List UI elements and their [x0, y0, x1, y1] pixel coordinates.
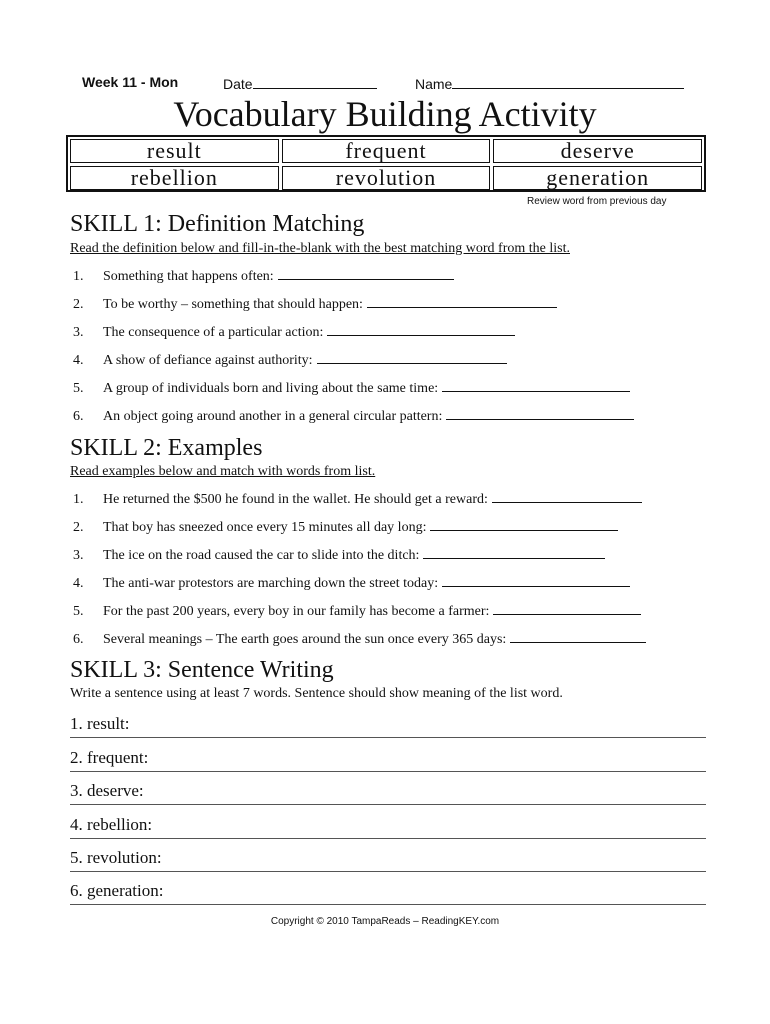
- answer-blank[interactable]: [442, 573, 630, 587]
- sentence-label: 6. generation:: [70, 881, 164, 900]
- date-blank[interactable]: [253, 74, 377, 89]
- page-title: Vocabulary Building Activity: [173, 94, 597, 134]
- sentence-line[interactable]: [70, 713, 706, 738]
- word-cell: frequent: [282, 139, 491, 163]
- skill2-title: SKILL 2: Examples: [70, 435, 263, 461]
- sentence-label: 1. result:: [70, 714, 130, 733]
- item-text: The ice on the road caused the car to slide into the ditch:: [103, 548, 420, 563]
- word-cell: result: [70, 139, 279, 163]
- sentence-label: 3. deserve:: [70, 781, 144, 800]
- skill3-title: SKILL 3: Sentence Writing: [70, 657, 334, 683]
- answer-blank[interactable]: [327, 322, 515, 336]
- answer-blank[interactable]: [493, 601, 641, 615]
- item-text: He returned the $500 he found in the wallet. He should get a reward:: [103, 492, 488, 507]
- answer-blank[interactable]: [317, 350, 507, 364]
- list-item: [73, 629, 646, 649]
- answer-blank[interactable]: [423, 545, 605, 559]
- name-label: Name: [415, 76, 453, 92]
- item-text: That boy has sneezed once every 15 minutes all day long:: [103, 520, 427, 535]
- item-text: Something that happens often:: [103, 269, 274, 284]
- sentence-line[interactable]: [70, 814, 706, 839]
- item-number: 4.: [73, 576, 84, 591]
- skill3-instructions: Write a sentence using at least 7 words. Sentence should show meaning of the list word.: [70, 686, 563, 701]
- sentence-label: 2. frequent:: [70, 748, 149, 767]
- word-cell: generation: [493, 166, 702, 190]
- item-text: Several meanings – The earth goes around the sun once every 365 days:: [103, 632, 507, 647]
- sentence-label: 4. rebellion:: [70, 815, 153, 834]
- item-number: 3.: [73, 548, 84, 563]
- sentence-line[interactable]: [70, 847, 706, 872]
- item-text: For the past 200 years, every boy in our family has become a farmer:: [103, 604, 490, 619]
- item-number: 3.: [73, 325, 84, 340]
- list-item: [73, 378, 630, 398]
- name-blank[interactable]: [452, 74, 684, 89]
- item-text: The consequence of a particular action:: [103, 325, 324, 340]
- list-item: [73, 517, 618, 537]
- word-cell: deserve: [493, 139, 702, 163]
- answer-blank[interactable]: [442, 378, 630, 392]
- list-item: [73, 545, 605, 565]
- list-item: [73, 294, 557, 314]
- name-field[interactable]: [415, 74, 684, 92]
- skill1-title: SKILL 1: Definition Matching: [70, 211, 365, 237]
- answer-blank[interactable]: [446, 406, 634, 420]
- skill2-instructions: Read examples below and match with words from list.: [70, 464, 376, 479]
- answer-blank[interactable]: [510, 629, 646, 643]
- item-number: 1.: [73, 269, 84, 284]
- answer-blank[interactable]: [492, 489, 642, 503]
- skill1-instructions: Read the definition below and fill-in-the-blank with the best matching word from the list.: [70, 241, 570, 256]
- sentence-line[interactable]: [70, 780, 706, 805]
- list-item: [73, 322, 515, 342]
- list-item: [73, 406, 634, 426]
- answer-blank[interactable]: [430, 517, 618, 531]
- item-text: A group of individuals born and living about the same time:: [103, 381, 439, 396]
- item-number: 2.: [73, 297, 84, 312]
- item-number: 6.: [73, 632, 84, 647]
- item-number: 5.: [73, 604, 84, 619]
- item-text: To be worthy – something that should happen:: [103, 297, 363, 312]
- sentence-line[interactable]: [70, 880, 706, 905]
- item-text: An object going around another in a general circular pattern:: [103, 409, 443, 424]
- list-item: [73, 266, 454, 286]
- date-label: Date: [223, 76, 253, 92]
- week-label: Week 11 - Mon: [82, 74, 179, 90]
- review-note: Review word from previous day: [527, 196, 667, 207]
- item-number: 6.: [73, 409, 84, 424]
- item-text: The anti-war protestors are marching down the street today:: [103, 576, 439, 591]
- list-item: [73, 573, 630, 593]
- word-list-table: [66, 135, 706, 192]
- sentence-line[interactable]: [70, 747, 706, 772]
- item-number: 1.: [73, 492, 84, 507]
- list-item: [73, 601, 641, 621]
- answer-blank[interactable]: [367, 294, 557, 308]
- word-cell: rebellion: [70, 166, 279, 190]
- word-cell: revolution: [282, 166, 491, 190]
- list-item: [73, 489, 642, 509]
- worksheet-header: [82, 74, 702, 94]
- item-text: A show of defiance against authority:: [103, 353, 313, 368]
- item-number: 5.: [73, 381, 84, 396]
- answer-blank[interactable]: [278, 266, 454, 280]
- sentence-label: 5. revolution:: [70, 848, 162, 867]
- list-item: [73, 350, 507, 370]
- item-number: 4.: [73, 353, 84, 368]
- date-field[interactable]: [223, 74, 377, 92]
- copyright-footer: Copyright © 2010 TampaReads – ReadingKEY.com: [270, 916, 500, 927]
- item-number: 2.: [73, 520, 84, 535]
